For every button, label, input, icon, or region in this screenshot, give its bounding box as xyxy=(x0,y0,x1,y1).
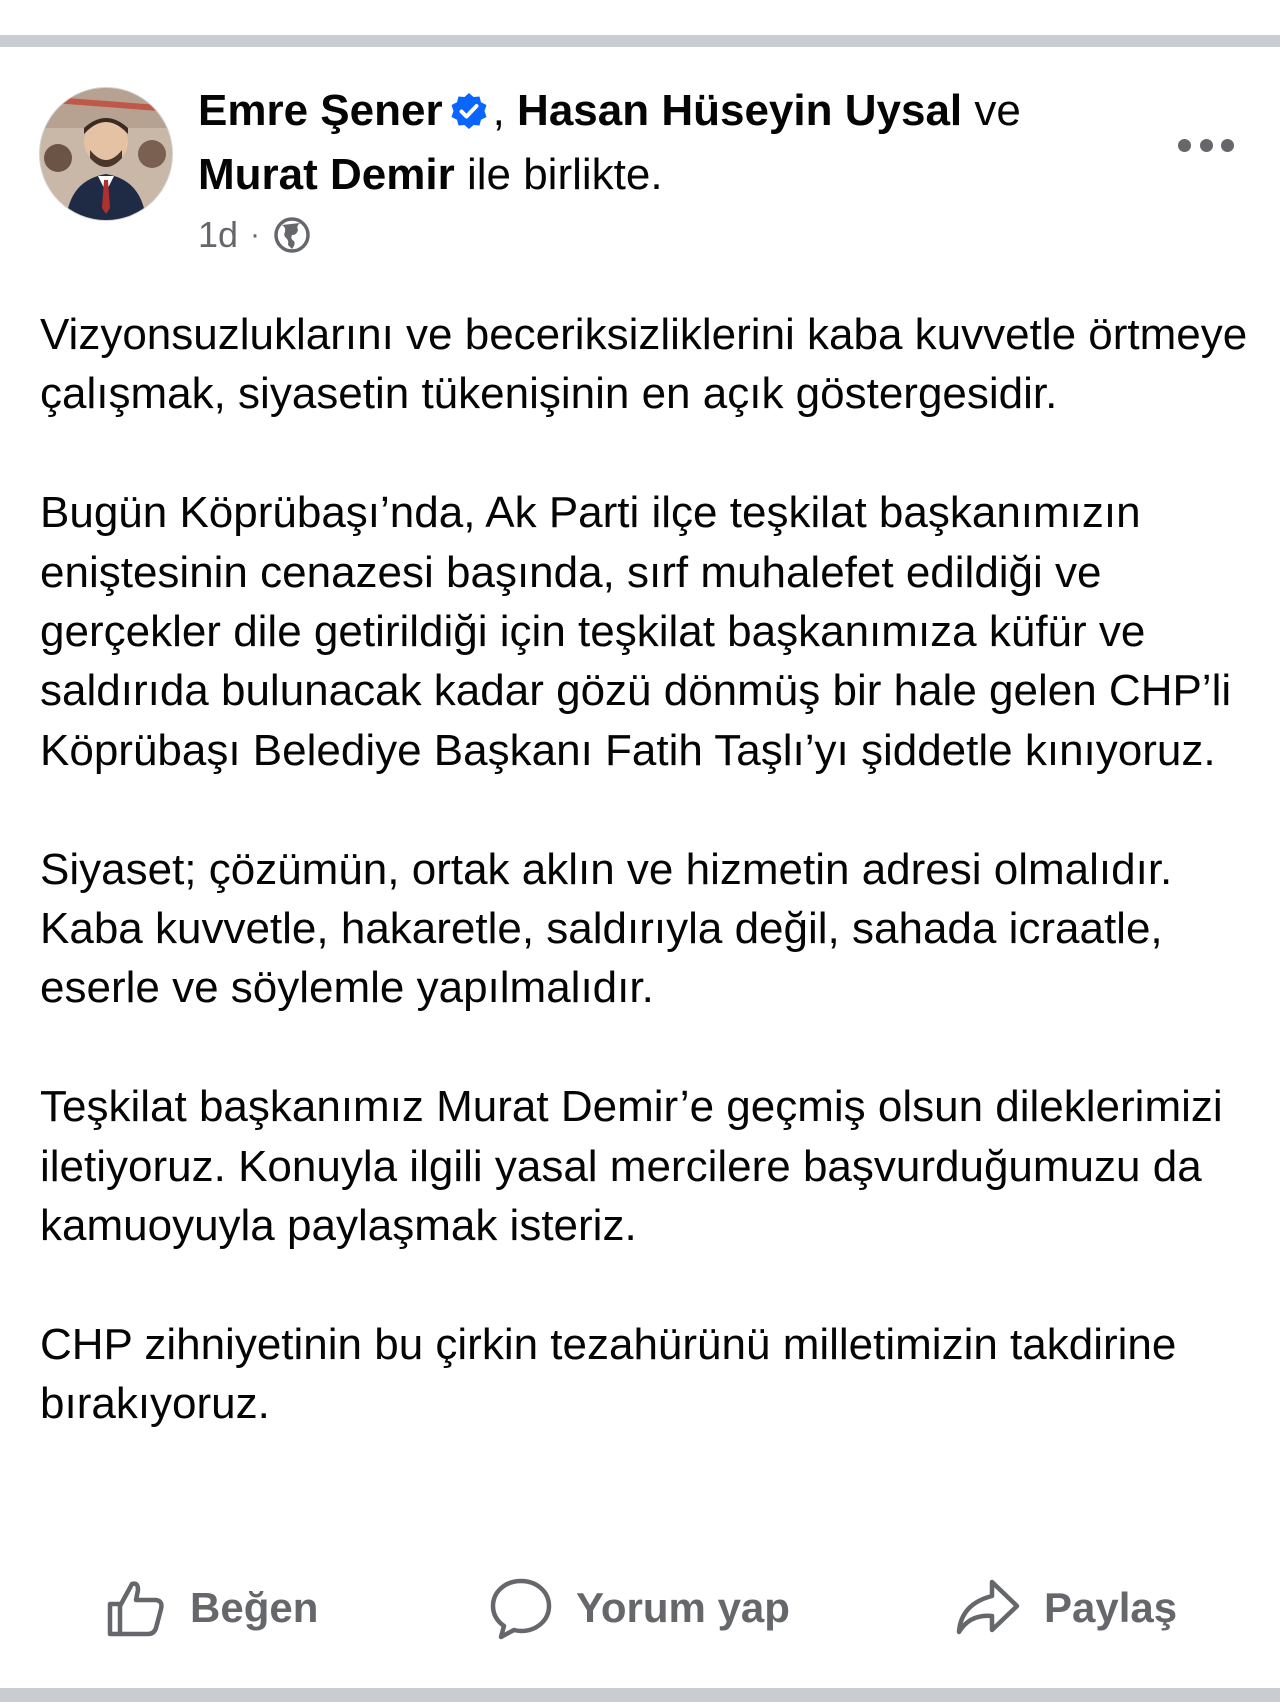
post-header xyxy=(198,79,1118,207)
comment-label: Yorum yap xyxy=(576,1584,790,1631)
share-icon xyxy=(954,1576,1022,1640)
name-separator: , xyxy=(492,86,505,135)
post-paragraph: Siyaset; çözümün, ortak aklın ve hizmetin adresi olmalıdır. Kaba kuvvetle, hakaretle, saldırıyla değil, sahada icraatle, eserle ve söylemle yapılmalıdır. xyxy=(40,844,1173,1013)
verified-badge-icon xyxy=(449,85,489,125)
post-paragraph: Teşkilat başkanımız Murat Demir’e geçmiş olsun dileklerimizi iletiyoruz. Konuyla ilgili yasal mercilere başvurduğumuzu da kamuoyuyla paylaşmak isteriz. xyxy=(40,1082,1223,1251)
comment-icon xyxy=(488,1575,554,1641)
more-options-icon[interactable] xyxy=(1178,133,1234,157)
with-text: ile birlikte. xyxy=(466,150,663,199)
like-button[interactable] xyxy=(104,1563,318,1653)
post-paragraph: Vizyonsuzluklarını ve beceriksizliklerini kaba kuvvetle örtmeye çalışmak, siyasetin tükenişinin en açık göstergesidir. xyxy=(40,310,1248,419)
post-meta xyxy=(198,213,312,257)
avatar-photo xyxy=(40,88,172,220)
tagged-person-1[interactable]: Hasan Hüseyin Uysal xyxy=(517,86,963,135)
like-icon xyxy=(104,1576,168,1640)
post-paragraph: CHP zihniyetinin bu çirkin tezahürünü milletimizin takdirine bırakıyoruz. xyxy=(40,1319,1177,1429)
bottom-divider xyxy=(0,1688,1280,1702)
globe-icon[interactable] xyxy=(272,215,312,255)
post-paragraph: Bugün Köprübaşı’nda, Ak Parti ilçe teşkilat başkanımızın eniştesinin cenazesi başında, sırf muhalefet edildiği ve gerçekler dile getirildiği için teşkilat başkanımıza küfür ve saldırıda bulunacak kadar gözü dönmüş bir hale gelen CHP’li Köprübaşı Belediye Başkanı Fatih Taşlı’yı şiddetle kınıyoruz. xyxy=(40,488,1232,775)
action-bar xyxy=(0,1563,1280,1653)
share-button[interactable] xyxy=(954,1563,1177,1653)
more-dot xyxy=(1178,139,1191,152)
more-dot xyxy=(1221,139,1234,152)
more-dot xyxy=(1200,139,1213,152)
meta-dot: · xyxy=(250,218,261,251)
top-divider xyxy=(0,35,1280,47)
tagged-person-2[interactable]: Murat Demir xyxy=(198,150,455,199)
post-card xyxy=(0,47,1280,1688)
share-label: Paylaş xyxy=(1044,1584,1178,1631)
author-avatar[interactable] xyxy=(39,87,173,221)
post-body xyxy=(40,305,1250,1434)
author-name[interactable]: Emre Şener xyxy=(198,86,443,135)
conjunction-text: ve xyxy=(974,86,1021,135)
like-label: Beğen xyxy=(190,1584,319,1631)
comment-button[interactable] xyxy=(488,1563,790,1653)
post-time[interactable]: 1d xyxy=(198,214,239,255)
